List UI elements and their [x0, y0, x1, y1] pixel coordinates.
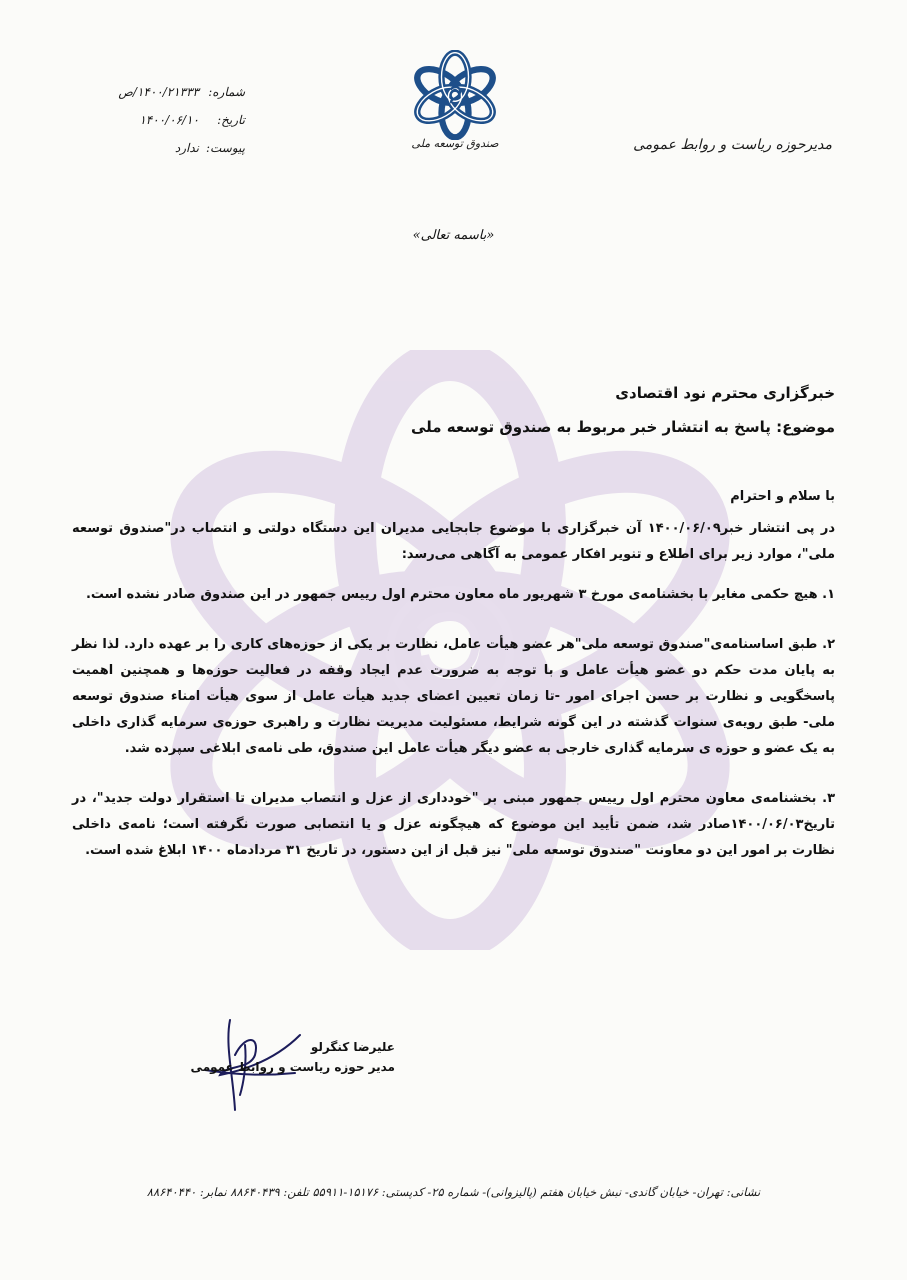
- date-value: ۱۴۰۰/۰۶/۱۰: [139, 113, 199, 127]
- signature-block: [185, 1015, 415, 1115]
- subject: موضوع: پاسخ به انتشار خبر مربوط به صندوق توسعه ملی: [411, 418, 835, 436]
- intro-paragraph: در پی انتشار خبر۱۴۰۰/۰۶/۰۹ آن خبرگزاری با موضوع جابجایی مدیران این دستگاه دولتی و انتصاب در"صندوق توسعه ملی"، موارد زیر برای اطلاع و تنویر افکار عمومی به آگاهی می‌رسد:: [72, 521, 835, 562]
- signer-title: مدیر حوزه ریاست و روابط عمومی: [190, 1060, 395, 1074]
- signer-name: علیرضا کنگرلو: [310, 1040, 395, 1054]
- date-label: تاریخ:: [217, 113, 245, 127]
- attachment-label: پیوست:: [205, 141, 245, 155]
- item-1: ۱. هیچ حکمی مغایر با بخشنامه‌ی مورخ ۳ شهریور ماه معاون محترم اول رییس جمهور در این صندوق صادر نشده است.: [85, 587, 835, 602]
- attachment-value: ندارد: [174, 141, 199, 155]
- invocation: «باسمه تعالی»: [412, 228, 495, 243]
- org-name: صندوق توسعه ملی: [411, 137, 499, 150]
- item-3: ۳. بخشنامه‌ی معاون محترم اول رییس جمهور مبنی بر "خودداری از عزل و انتصاب مدیران تا استقرار دولت جدید"، در تاریخ۱۴۰۰/۰۶/۰۳صادر شد، ضمن تأیید این موضوع که هیچگونه عزل و یا انتصابی صورت نگرفته است؛ نامه‌ی داخلی نظارت بر امور این دو معاونت "صندوق توسعه ملی" نیز قبل از این دستور، در تاریخ ۳۱ مردادماه ۱۴۰۰ ابلاغ شده است.: [72, 791, 835, 858]
- letter-meta: [95, 78, 245, 162]
- number-value: ۱۴۰۰/۲۱۳۳۳/ص: [118, 85, 199, 99]
- footer-address: نشانی: تهران- خیابان گاندی- نبش خیابان هفتم (پالیزوانی)- شماره ۲۵- کدپستی: ۱۵۱۷۶-۵۵۹۱۱ تلفن: ۸۸۶۴۰۴۳۹ نمابر: ۸۸۶۴۰۴۴۰: [146, 1185, 761, 1199]
- meta-attachment: [95, 134, 245, 162]
- meta-number: [95, 78, 245, 106]
- letter-body: [72, 380, 835, 864]
- number-label: شماره:: [208, 85, 245, 99]
- department-title: مدیرحوزه ریاست و روابط عمومی: [633, 137, 832, 153]
- meta-date: [95, 106, 245, 134]
- item-2: ۲. طبق اساسنامه‌ی"صندوق توسعه ملی"هر عضو هیأت عامل، نظارت بر یکی از حوزه‌های کاری را بر عهده دارد. لذا نظر به پایان مدت حکم دو عضو هیأت عامل و با توجه به ضرورت عدم ایجاد وقفه در فعالیت حوزه‌ها و همچنین اهمیت پاسخگویی و نظارت بر حسن اجرای امور -تا زمان تعیین اعضای جدید هیأت عامل از سوی هیأت امناء صندوق توسعه ملی- طبق رویه‌ی سنوات گذشته در این گونه شرایط، مسئولیت مدیریت نظارت و راهبری حوزه‌ی سرمایه گذاری داخلی به یک عضو و حوزه ی سرمایه گذاری خارجی به عضو دیگر هیأت عامل این صندوق، طی نامه‌ی ابلاغی سپرده شد.: [72, 637, 835, 756]
- greeting: با سلام و احترام: [730, 489, 835, 504]
- fund-logo-icon: [410, 50, 500, 140]
- recipient: خبرگزاری محترم نود اقتصادی: [615, 384, 835, 402]
